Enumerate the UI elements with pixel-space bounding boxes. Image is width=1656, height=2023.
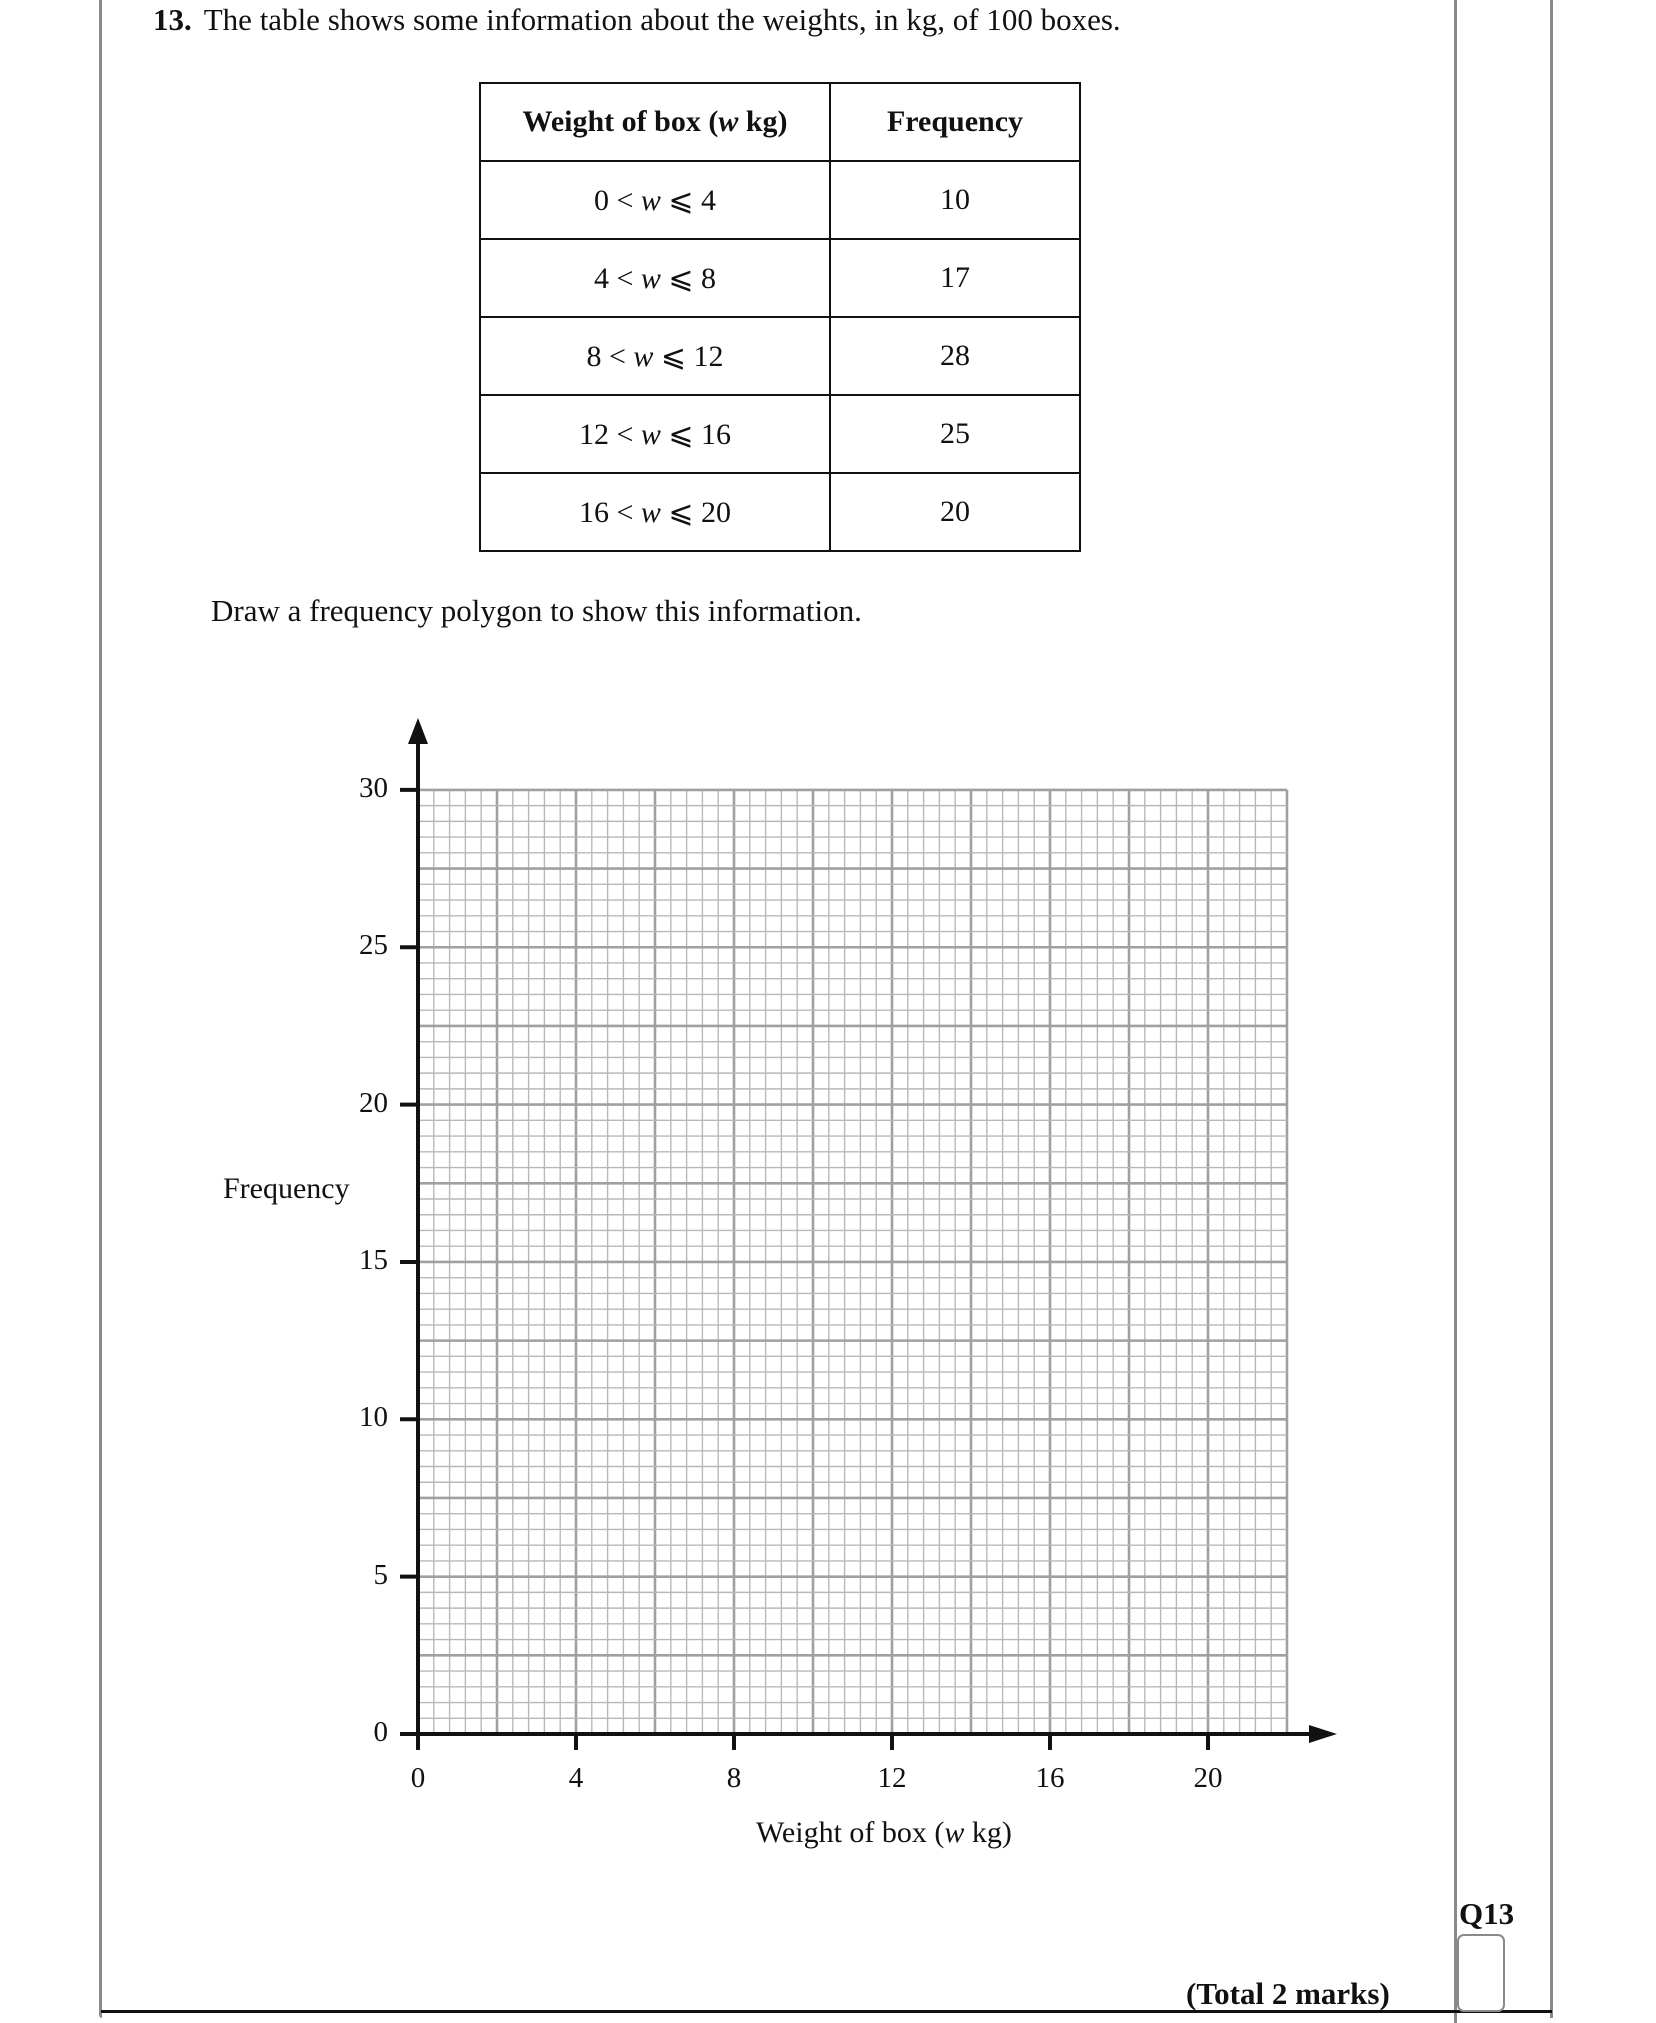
x-tick-label: 16 — [1035, 1762, 1065, 1794]
x-tick-label: 12 — [877, 1762, 907, 1794]
x-tick-label: 20 — [1193, 1762, 1223, 1794]
weight-class: 12 < w ⩽ 16 — [480, 395, 830, 473]
x-tick-label: 0 — [410, 1762, 426, 1794]
y-tick-label: 15 — [359, 1243, 388, 1276]
y-tick-label: 20 — [359, 1086, 388, 1119]
x-tick-label: 8 — [726, 1762, 742, 1794]
total-marks: (Total 2 marks) — [1186, 1976, 1390, 2011]
weight-class: 16 < w ⩽ 20 — [480, 473, 830, 551]
y-tick-label: 30 — [359, 771, 388, 804]
question-number: 13. — [153, 2, 192, 37]
weight-class: 8 < w ⩽ 12 — [480, 317, 830, 395]
y-axis-arrow-icon — [408, 718, 428, 744]
weight-class: 4 < w ⩽ 8 — [480, 239, 830, 317]
y-tick-label: 25 — [359, 929, 388, 962]
header-weight: Weight of box (w kg) — [480, 83, 830, 161]
weight-class: 0 < w ⩽ 4 — [480, 161, 830, 239]
frequency-value: 10 — [830, 161, 1080, 239]
question-text: The table shows some information about the weights, in kg, of 100 boxes. — [203, 2, 1121, 37]
marks-box — [1457, 1934, 1505, 2012]
x-axis-arrow-icon — [1309, 1725, 1337, 1743]
x-axis-title: Weight of box (w kg) — [756, 1816, 1012, 1849]
grid — [418, 790, 1287, 1734]
y-tick-label: 10 — [359, 1401, 388, 1434]
axes — [400, 718, 1337, 1750]
y-tick-label: 5 — [373, 1558, 388, 1591]
question-margin-label: Q13 — [1459, 1896, 1515, 1931]
y-axis-title: Frequency — [223, 1172, 350, 1205]
frequency-value: 28 — [830, 317, 1080, 395]
frequency-value: 25 — [830, 395, 1080, 473]
instruction-text: Draw a frequency polygon to show this information. — [211, 593, 862, 628]
header-frequency: Frequency — [830, 83, 1080, 161]
frequency-value: 17 — [830, 239, 1080, 317]
y-tick-label: 0 — [373, 1716, 388, 1748]
frequency-value: 20 — [830, 473, 1080, 551]
x-tick-label: 4 — [568, 1762, 584, 1794]
